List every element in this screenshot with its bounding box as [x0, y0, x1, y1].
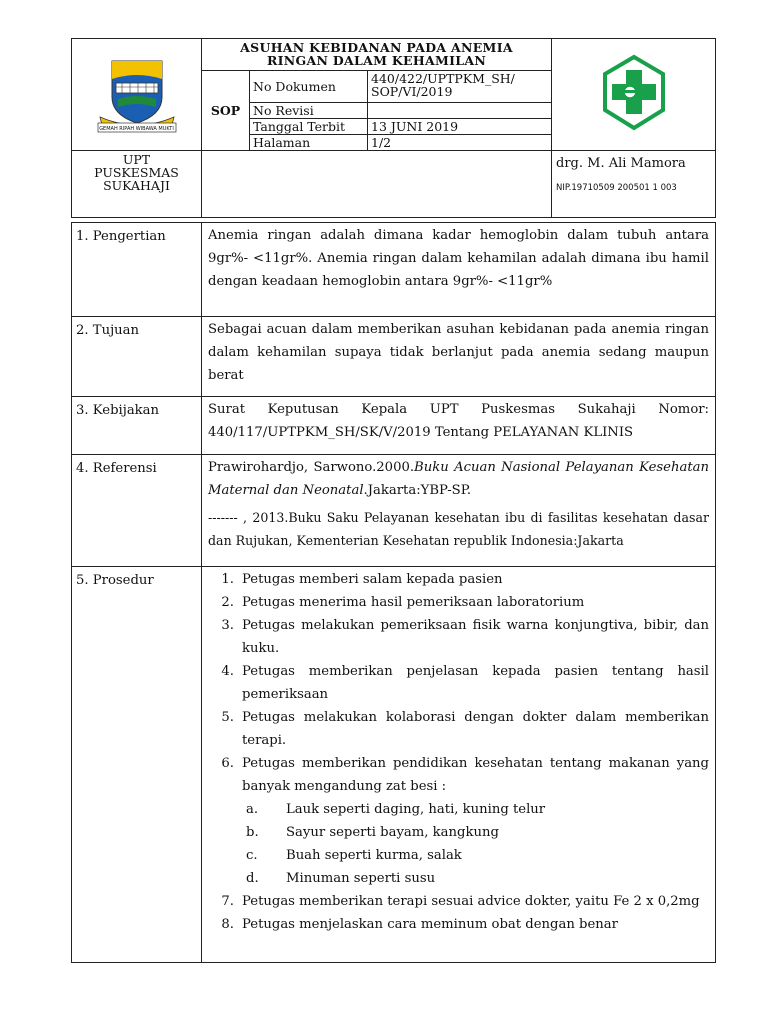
- signature-cell: [552, 151, 716, 218]
- sub-number: c.: [246, 848, 258, 863]
- page-label: Halaman: [250, 135, 368, 151]
- sop-label: SOP: [202, 71, 250, 151]
- org-line-2: PUSKESMAS: [94, 165, 179, 180]
- step-text: Petugas memberikan penjelasan kepada pasien tentang hasil pemeriksaan: [242, 664, 709, 702]
- reference-1-publisher: .Jakarta:YBP-SP.: [363, 483, 472, 498]
- issue-date-label: Tanggal Terbit: [250, 119, 368, 135]
- section-row: [72, 223, 716, 317]
- section-row: [72, 455, 716, 567]
- step-text: Petugas menjelaskan cara meminum obat dengan benar: [242, 917, 618, 932]
- sub-item: [242, 844, 709, 867]
- step-text: Petugas melakukan pemeriksaan fisik warna konjungtiva, bibir, dan kuku.: [242, 618, 709, 656]
- section-label-pengertian: 1. Pengertian: [72, 223, 202, 317]
- reference-1-title: Buku Acuan Nasional Pelayanan Kesehatan Maternal dan Neonatal: [208, 460, 709, 498]
- header-table: [71, 38, 716, 218]
- signer-nip: NIP.19710509 200501 1 003: [556, 183, 677, 193]
- section-row: [72, 317, 716, 397]
- section-text-referensi: [202, 455, 716, 567]
- step-text: Petugas memberi salam kepada pasien: [242, 572, 503, 587]
- doc-number-label: No Dokumen: [250, 71, 368, 103]
- section-row: [72, 397, 716, 455]
- step-text: Petugas memberikan pendidikan kesehatan tentang makanan yang banyak mengandung zat besi :: [242, 756, 709, 794]
- title-line-1: ASUHAN KEBIDANAN PADA ANEMIA: [240, 40, 513, 55]
- list-item: [204, 660, 709, 706]
- signer-name: drg. M. Ali Mamora: [556, 156, 686, 171]
- reference-2: ------- , 2013.Buku Saku Pelayanan kesehatan ibu di fasilitas kesehatan dasar dan Rujukan, Kementerian Kesehatan republik Indonesia:Jakarta: [208, 510, 709, 548]
- section-label-kebijakan: 3. Kebijakan: [72, 397, 202, 455]
- step-number: 5.: [221, 710, 234, 725]
- section-row: [72, 567, 716, 963]
- sub-text: Lauk seperti daging, hati, kuning telur: [286, 802, 546, 817]
- sub-number: b.: [246, 825, 259, 840]
- procedure-list: [204, 568, 709, 936]
- reference-1-author: Prawirohardjo, Sarwono.2000.: [208, 460, 415, 475]
- step-text: Petugas memberikan terapi sesuai advice dokter, yaitu Fe 2 x 0,2mg: [242, 894, 700, 909]
- sub-item: [242, 821, 709, 844]
- list-item: [204, 568, 709, 591]
- regency-logo-icon: [92, 57, 182, 137]
- issue-date-value: 13 JUNI 2019: [368, 119, 552, 135]
- list-item: [204, 913, 709, 936]
- list-item: [204, 890, 709, 913]
- step-text: Petugas menerima hasil pemeriksaan laboratorium: [242, 595, 585, 610]
- section-text-prosedur: [202, 567, 716, 963]
- sub-number: a.: [246, 802, 259, 817]
- logo-banner-text: GEMAH RIPAH WIBAWA MUKTI: [99, 126, 174, 132]
- org-line-3: SUKAHAJI: [103, 178, 170, 193]
- step-number: 4.: [221, 664, 234, 679]
- section-label-tujuan: 2. Tujuan: [72, 317, 202, 397]
- sub-number: d.: [246, 871, 259, 886]
- puskesmas-logo-cell: [552, 39, 716, 151]
- step-number: 7.: [221, 894, 234, 909]
- step-number: 1.: [221, 572, 234, 587]
- blank-cell: [202, 151, 552, 218]
- sub-text: Buah seperti kurma, salak: [286, 848, 462, 863]
- title-line-2: RINGAN DALAM KEHAMILAN: [266, 53, 487, 68]
- sub-text: Minuman seperti susu: [286, 871, 436, 886]
- step-text: Petugas melakukan kolaborasi dengan dokter dalam memberikan terapi.: [242, 710, 709, 748]
- step-number: 2.: [221, 595, 234, 610]
- revision-value: [368, 103, 552, 119]
- revision-label: No Revisi: [250, 103, 368, 119]
- list-item: [204, 614, 709, 660]
- reference-1: [208, 456, 709, 502]
- doc-number-value: 440/422/UPTPKM_SH/ SOP/VI/2019: [368, 71, 552, 103]
- list-item: [204, 706, 709, 752]
- list-item: [204, 752, 709, 890]
- page-value: 1/2: [368, 135, 552, 151]
- sub-item: [242, 798, 709, 821]
- section-text-kebijakan: Surat Keputusan Kepala UPT Puskesmas Sukahaji Nomor: 440/117/UPTPKM_SH/SK/V/2019 Tentang PELAYANAN KLINIS: [202, 397, 716, 455]
- content-table: [71, 222, 716, 963]
- list-item: [204, 591, 709, 614]
- step-number: 6.: [221, 756, 234, 771]
- section-label-prosedur: 5. Prosedur: [72, 567, 202, 963]
- section-text-pengertian: Anemia ringan adalah dimana kadar hemoglobin dalam tubuh antara 9gr%- <11gr%. Anemia ringan dalam kehamilan adalah dimana ibu hamil dengan keadaan hemoglobin antara 9gr%- <11gr%: [202, 223, 716, 317]
- org-line-1: UPT: [122, 152, 151, 167]
- sub-item: [242, 867, 709, 890]
- puskesmas-logo-icon: [594, 54, 674, 134]
- section-label-referensi: 4. Referensi: [72, 455, 202, 567]
- step-number: 8.: [221, 917, 234, 932]
- sub-text: Sayur seperti bayam, kangkung: [286, 825, 499, 840]
- step-text-with-sublist: [242, 752, 709, 890]
- step-number: 3.: [221, 618, 234, 633]
- document-title: [202, 39, 552, 71]
- organization-name: [72, 151, 202, 218]
- regency-logo-cell: [72, 39, 202, 151]
- section-text-tujuan: Sebagai acuan dalam memberikan asuhan kebidanan pada anemia ringan dalam kehamilan supaya tidak berlanjut pada anemia sedang maupun berat: [202, 317, 716, 397]
